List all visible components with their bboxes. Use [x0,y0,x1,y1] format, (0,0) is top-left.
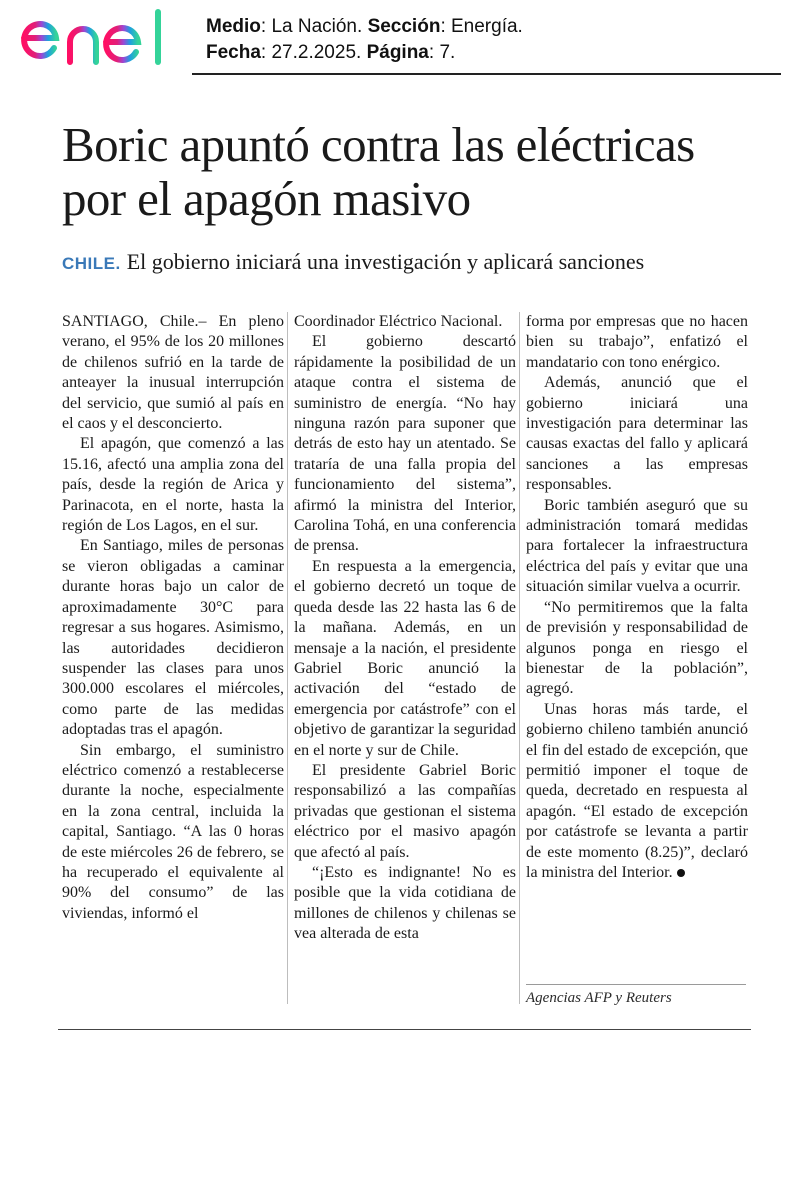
article-subheadline: El gobierno iniciará una investigación y aplicará sanciones [126,249,645,274]
paragraph: SANTIAGO, Chile.– En pleno verano, el 95% de los 20 millones de chilenos sufrió en la tarde de anteayer la inusual interrupción del servicio, que sumió al país en el caos y el desconcierto. [62,313,284,433]
meta-line-1 [206,14,523,40]
medio-label: Medio [206,16,261,37]
paragraph-last [526,700,748,884]
paragraph: “No permitiremos que la falta de previsión y responsabilidad de algunos ponga en riesgo el bienestar de la población”, agregó. [526,598,748,698]
paragraph: Boric también aseguró que su administración tomará medidas para fortalecer la infraestructura eléctrica del país y evitar que una situación similar vuelva a ocurrir. [526,496,748,596]
article-kicker: CHILE. [62,254,121,273]
column-divider [287,312,288,1004]
paragraph: El gobierno descartó rápidamente la posibilidad de un ataque contra el sistema de suministro de energía. “No hay ninguna razón para suponer que detrás de esto hay un atentado. Se trataría de una falla propia del funcionamiento del sistema”, afirmó la ministra del Interior, Carolina Tohá, en una conferencia de prensa. [294,333,516,555]
enel-logo [18,8,168,68]
paragraph: “¡Esto es indignante! No es posible que la vida cotidiana de millones de chilenos y chilenas se vea alterada de esta [294,863,516,943]
paragraph: En respuesta a la emergencia, el gobierno decretó un toque de queda desde las 22 hasta las 6 de la mañana. Además, en un mensaje a la nación, el presidente Gabriel Boric anunció la activación del “estado de emergencia por catástrofe” con el objetivo de garantizar la seguridad en el norte y sur de Chile. [294,557,516,759]
paragraph: Además, anunció que el gobierno iniciará una investigación para determinar las causas exactas del fallo y aplicará sanciones a las empresas responsables. [526,374,748,494]
fecha-value: : 27.2.2025. [260,42,367,63]
paragraph: El presidente Gabriel Boric responsabilizó a las compañías privadas que gestionan el sistema eléctrico por el masivo apagón que afectó al país. [294,761,516,861]
credit-divider [526,984,746,985]
article-deck [62,248,762,278]
article-headline: Boric apuntó contra las eléctricas por el apagón masivo [62,117,695,226]
article-column-2 [294,312,516,945]
footer-divider [58,1029,751,1030]
article-column-3 [526,312,748,883]
seccion-label: Sección [367,16,441,37]
fecha-label: Fecha [206,42,261,63]
paragraph: En Santiago, miles de personas se vieron obligadas a caminar durante horas bajo un calor de aproximadamente 30°C para regresar a sus hogares. Asimismo, las autoridades decidieron suspender las clases para unos 300.000 escolares el miércoles, como parte de las medidas adoptadas tras el apagón. [62,537,284,739]
paragraph: Sin embargo, el suministro eléctrico comenzó a restablecerse durante la noche, especialmente en la zona central, incluida la capital, Santiago. “A las 0 horas de este miércoles 26 de febrero, se ha recuperado el equivalente al 90% del consumo” de las viviendas, informó el [62,741,284,922]
paragraph-text: Unas horas más tarde, el gobierno chileno también anunció el fin del estado de excepción, que permitió imponer el toque de queda, decretado en respuesta al apagón. “El estado de excepción por catástrofe se levanta a partir de este momento (8.25)”, declaró la ministra del Interior. [526,700,748,881]
pagina-value: : 7. [428,42,456,63]
article-credit: Agencias AFP y Reuters [526,990,672,1006]
header-divider [192,73,781,75]
seccion-value: : Energía. [440,16,523,37]
end-mark-icon [677,869,685,877]
pagina-label: Página [366,42,429,63]
paragraph: Coordinador Eléctrico Nacional. [294,313,503,330]
paragraph: forma por empresas que no hacen bien su trabajo”, enfatizó el mandatario con tono enérgico. [526,313,748,371]
meta-line-2 [206,40,523,66]
article-column-1 [62,312,284,924]
column-divider [519,312,520,1004]
medio-value: : La Nación. [260,16,368,37]
clipping-metadata [206,14,523,66]
paragraph: El apagón, que comenzó a las 15.16, afectó una amplia zona del país, desde la región de Arica y Parinacota, en el norte, hasta la región de Los Lagos, en el sur. [62,435,284,535]
